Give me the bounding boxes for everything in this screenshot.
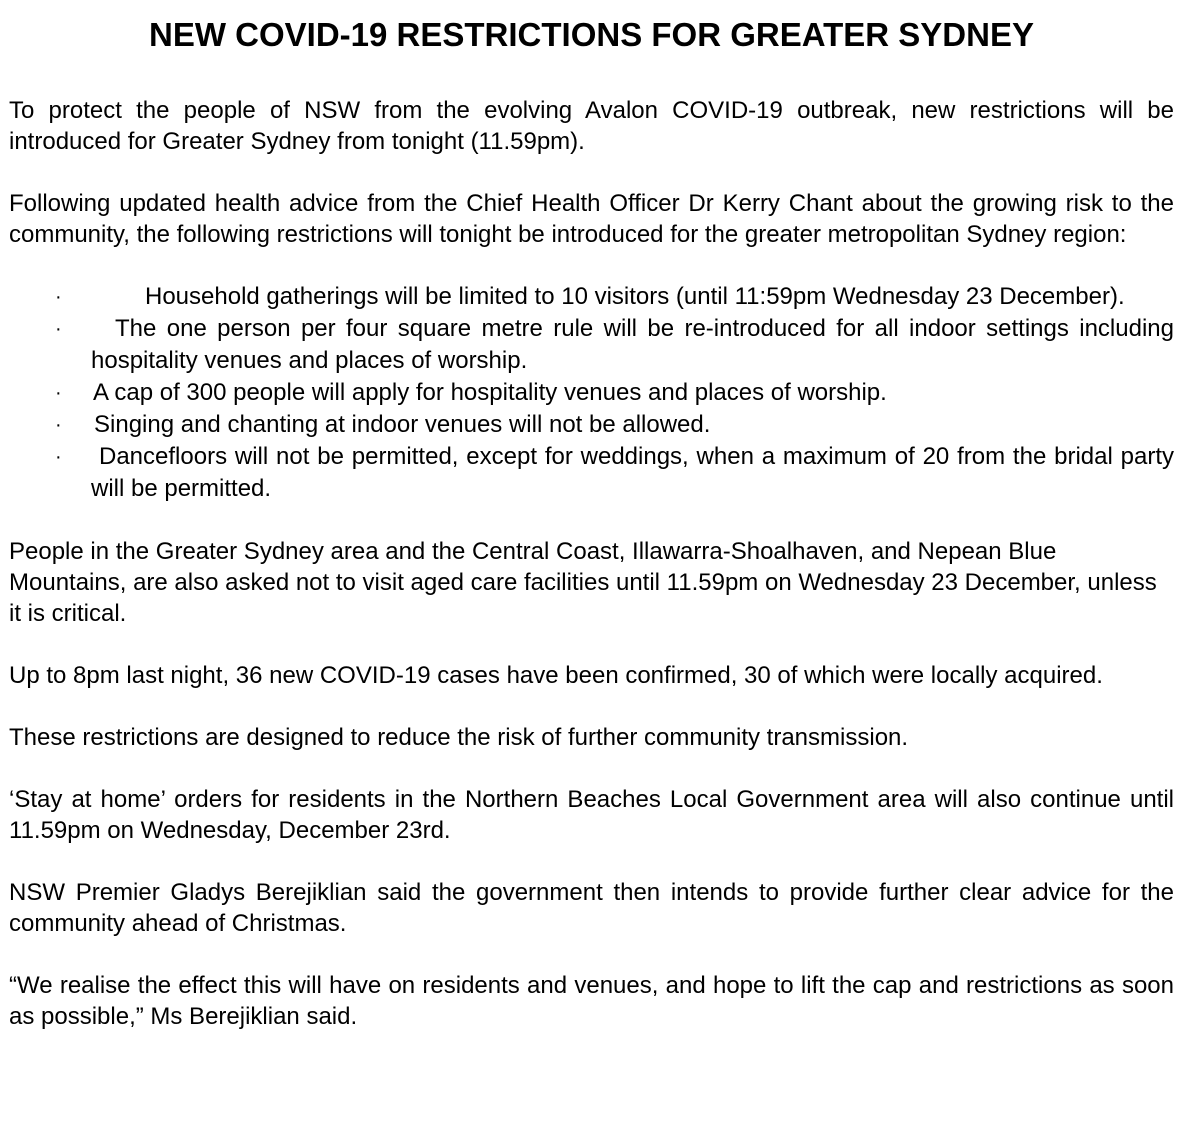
bullet-dot-icon: · — [55, 414, 62, 436]
list-item-text: Singing and chanting at indoor venues will not be allowed. — [94, 411, 711, 438]
list-item-text: A cap of 300 people will apply for hospitality venues and places of worship. — [93, 379, 887, 406]
spacer — [9, 629, 1174, 660]
case-count-paragraph: Up to 8pm last night, 36 new COVID-19 cases have been confirmed, 30 of which were locally acquired. — [9, 662, 1103, 689]
list-item-text: Dancefloors will not be permitted, except for weddings, when a maximum of 20 from the bridal party will be permitted. — [91, 443, 1174, 502]
spacer — [9, 250, 1174, 281]
aged-care-paragraph: People in the Greater Sydney area and the Central Coast, Illawarra-Shoalhaven, and Nepean Blue Mountains, are also asked not to visit aged care facilities until 11.59pm on Wednesday 23 December, unless it is critical. — [9, 538, 1157, 627]
bullet-dot-icon: · — [55, 286, 62, 308]
stay-at-home-paragraph: ‘Stay at home’ orders for residents in the Northern Beaches Local Government area will also continue until 11.59pm on Wednesday, December 23rd. — [9, 786, 1174, 844]
list-item — [9, 377, 1174, 409]
intro-paragraph: To protect the people of NSW from the evolving Avalon COVID-19 outbreak, new restrictions will be introduced for Greater Sydney from tonight (11.59pm). — [9, 97, 1174, 155]
restrictions-list — [9, 281, 1174, 505]
restrictions-purpose-paragraph: These restrictions are designed to reduce the risk of further community transmission. — [9, 724, 909, 751]
spacer — [9, 753, 1174, 784]
list-item — [9, 281, 1174, 313]
spacer — [9, 939, 1174, 970]
bullet-dot-icon: · — [55, 446, 62, 468]
list-item — [9, 409, 1174, 441]
bullet-dot-icon: · — [55, 318, 62, 340]
spacer — [9, 157, 1174, 188]
list-item-text: The one person per four square metre rule will be re-introduced for all indoor settings including hospitality venues and places of worship. — [91, 315, 1174, 374]
document-title: NEW COVID-19 RESTRICTIONS FOR GREATER SYDNEY — [149, 16, 1034, 53]
spacer — [9, 691, 1174, 722]
bullet-dot-icon: · — [55, 382, 62, 404]
health-advice-paragraph: Following updated health advice from the Chief Health Officer Dr Kerry Chant about the growing risk to the community, the following restrictions will tonight be introduced for the greater metropolitan Sydney region: — [9, 190, 1174, 248]
spacer — [9, 54, 1174, 95]
spacer — [9, 505, 1174, 536]
premier-quote-paragraph: “We realise the effect this will have on residents and venues, and hope to lift the cap and restrictions as soon as possible,” Ms Berejiklian said. — [9, 972, 1174, 1030]
list-item-text: Household gatherings will be limited to 10 visitors (until 11:59pm Wednesday 23 December). — [145, 283, 1125, 310]
list-item — [9, 313, 1174, 377]
premier-statement-paragraph: NSW Premier Gladys Berejiklian said the government then intends to provide further clear advice for the community ahead of Christmas. — [9, 879, 1174, 937]
list-item — [9, 441, 1174, 505]
spacer — [9, 846, 1174, 877]
